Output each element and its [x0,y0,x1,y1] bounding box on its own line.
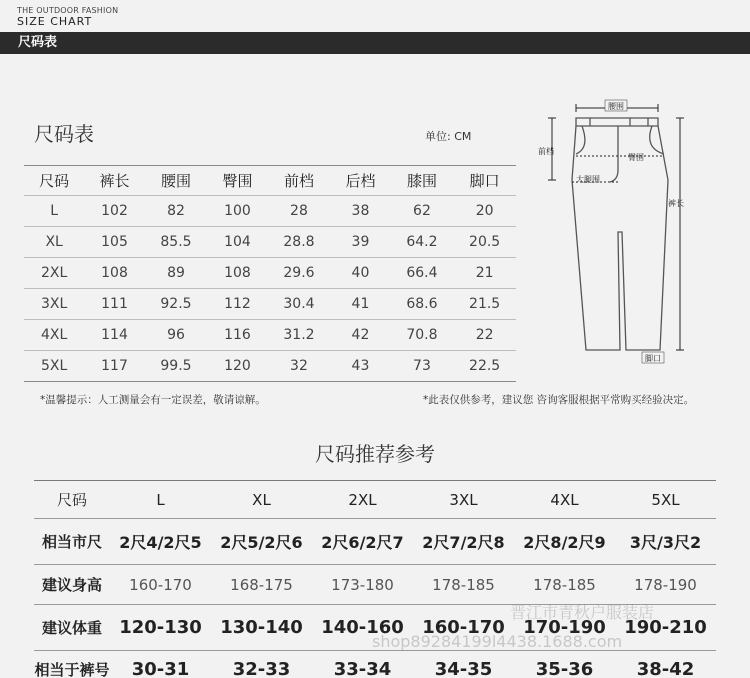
table-cell: 178-185 [413,565,514,605]
size-col: 2XL [312,481,413,519]
col-waist: 腰围 [145,166,208,196]
table-cell: 190-210 [615,605,716,651]
table-cell: 120-130 [110,605,211,651]
table-cell: 32 [268,351,331,382]
table-cell: 105 [84,227,144,258]
table-cell: 3尺/3尺2 [615,519,716,565]
table-cell: 114 [84,320,144,351]
table-cell: 30.4 [268,289,331,320]
table-cell: 168-175 [211,565,312,605]
table-cell: 173-180 [312,565,413,605]
table-cell: 5XL [24,351,84,382]
row-label: 建议身高 [34,565,110,605]
table-cell: 89 [145,258,208,289]
table-cell: 2尺5/2尺6 [211,519,312,565]
col-length: 裤长 [84,166,144,196]
table-cell: 111 [84,289,144,320]
table-row [34,565,716,605]
table-cell: 130-140 [211,605,312,651]
table-cell: 73 [391,351,454,382]
table-cell: 39 [330,227,390,258]
table-cell: 30-31 [131,659,190,678]
table-cell: 22 [453,320,516,351]
table-cell: 28 [268,196,331,227]
label-length: 裤长 [668,199,684,208]
table-cell: 99.5 [145,351,208,382]
size-col: L [110,481,211,519]
brand-header [17,6,127,28]
table-cell: 21 [453,258,516,289]
table-cell: 2尺4/2尺5 [110,519,211,565]
size-table-header [24,166,516,196]
label-thigh: 大腿围 [576,175,600,184]
table-cell: 35-36 [535,659,594,678]
table-cell: 41 [330,289,390,320]
shop-watermark: 晋江市青秋户服装店 [510,603,655,622]
diagram-labels [538,100,684,363]
table-row [34,519,716,565]
table-cell: 178-185 [514,565,615,605]
row-label: 相当于裤号 [34,661,110,678]
label-hip: 臀围 [628,153,644,162]
table-cell: L [24,196,84,227]
table-cell: 40 [330,258,390,289]
table-cell: 28.8 [268,227,331,258]
table-row [34,651,716,678]
section-banner: 尺码表 [0,32,750,54]
table-cell: 170-190 [514,605,615,651]
col-front-rise: 前档 [268,166,331,196]
size-table-title: 尺码表 [34,122,94,146]
col-back-rise: 后档 [330,166,390,196]
table-cell: 32-33 [232,659,291,678]
table-cell: 34-35 [434,659,493,678]
reference-note: *此表仅供参考，建议您 咨询客服根据平常购买经验决定。 [423,394,695,406]
measurement-note: *温馨提示：人工测量会有一定误差，敬请谅解。 [40,394,266,406]
size-chart-heading: SIZE CHART [17,15,93,28]
table-cell: 85.5 [145,227,208,258]
table-cell: 96 [145,320,208,351]
table-cell: 160-170 [413,605,514,651]
col-size: 尺码 [24,166,84,196]
label-hem: 脚口 [645,354,661,363]
table-cell: 120 [207,351,267,382]
label-waist: 腰围 [608,102,624,111]
size-col: 5XL [615,481,716,519]
pants-measurement-diagram [530,92,700,372]
table-cell: 112 [207,289,267,320]
table-cell: 108 [207,258,267,289]
recommend-title: 尺码推荐参考 [315,442,435,466]
row-label: 建议体重 [34,605,110,651]
table-row [24,227,516,258]
table-cell: 178-190 [615,565,716,605]
size-col: 3XL [413,481,514,519]
table-cell: 2XL [24,258,84,289]
table-row [24,258,516,289]
table-cell: 68.6 [391,289,454,320]
col-knee: 膝围 [391,166,454,196]
table-cell: 100 [207,196,267,227]
shop-url-watermark: shop89284199l4438.1688.com [372,632,623,651]
label-front-rise: 前档 [538,147,554,156]
table-cell: 104 [207,227,267,258]
table-cell: 22.5 [453,351,516,382]
table-cell: 38-42 [636,659,695,678]
size-col: 4XL [514,481,615,519]
table-cell: 66.4 [391,258,454,289]
table-row [24,196,516,227]
recommend-header-label: 尺码 [34,481,110,519]
table-cell: 62 [391,196,454,227]
table-cell: 43 [330,351,390,382]
table-cell: 20 [453,196,516,227]
table-cell: 140-160 [312,605,413,651]
row-label: 相当市尺 [34,519,110,565]
table-cell: 82 [145,196,208,227]
table-cell: 20.5 [453,227,516,258]
table-cell: 21.5 [453,289,516,320]
table-cell: 64.2 [391,227,454,258]
pants-outline [572,118,668,350]
measure-lines [548,104,684,358]
table-cell: 160-170 [110,565,211,605]
table-cell: 29.6 [268,258,331,289]
table-row [24,289,516,320]
table-cell: 2尺8/2尺9 [514,519,615,565]
col-hem: 脚口 [453,166,516,196]
table-cell: 116 [207,320,267,351]
unit-label: 单位: CM [425,130,472,143]
table-cell: 2尺7/2尺8 [413,519,514,565]
table-cell: 70.8 [391,320,454,351]
brand-tagline: THE OUTDOOR FASHION [17,6,119,15]
table-cell: 3XL [24,289,84,320]
table-cell: 108 [84,258,144,289]
size-col: XL [211,481,312,519]
recommend-header-row [34,481,716,519]
table-cell: 38 [330,196,390,227]
table-cell: 102 [84,196,144,227]
table-row [24,351,516,382]
table-cell: 31.2 [268,320,331,351]
table-cell: 42 [330,320,390,351]
size-table [24,165,516,382]
table-cell: 4XL [24,320,84,351]
table-cell: 92.5 [145,289,208,320]
col-hip: 臀围 [207,166,267,196]
table-cell: 2尺6/2尺7 [312,519,413,565]
table-cell: 117 [84,351,144,382]
table-row [24,320,516,351]
table-cell: 33-34 [333,659,392,678]
table-cell: XL [24,227,84,258]
